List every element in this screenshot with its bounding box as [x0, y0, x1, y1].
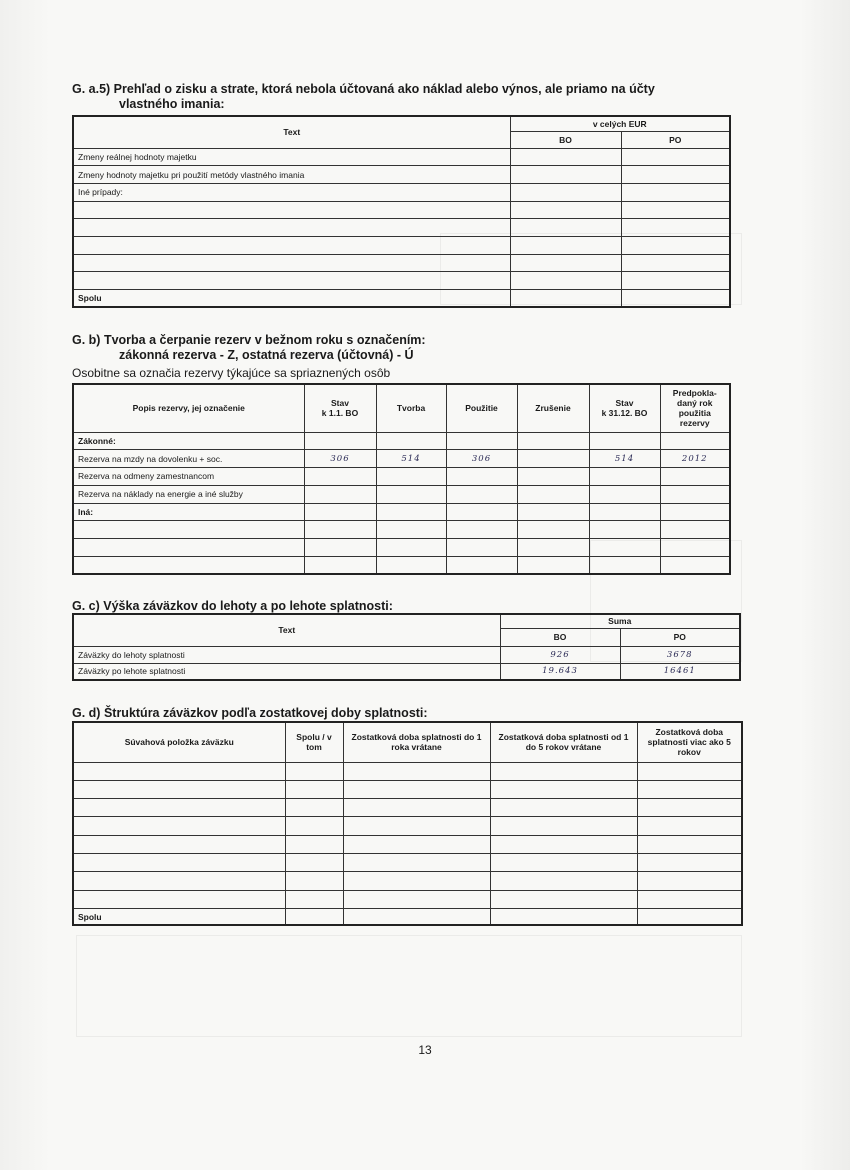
table-row [73, 853, 742, 871]
po-cell [621, 166, 730, 184]
po-cell [621, 183, 730, 201]
stav-start-cell [304, 557, 376, 575]
row-label [73, 219, 510, 237]
stav-start-cell [304, 468, 376, 486]
item-cell [73, 817, 285, 835]
col-header-text: Text [73, 116, 510, 148]
section-d-title: G. d) Štruktúra záväzkov podľa zostatkovej doby splatnosti: [72, 706, 428, 720]
row-label [73, 236, 510, 254]
item-cell [73, 835, 285, 853]
row-label: Iné prípady: [73, 183, 510, 201]
table-row [73, 780, 742, 798]
table-row [73, 219, 730, 237]
po-cell [621, 148, 730, 166]
row-label [73, 254, 510, 272]
pouzitie-cell [446, 485, 517, 503]
table-row [73, 762, 742, 780]
stav-start-bottom: k 1.1. BO [321, 408, 359, 419]
item-cell [73, 780, 285, 798]
pouzitie-cell [446, 557, 517, 575]
pouzitie-cell [446, 468, 517, 486]
col-header-predpokladany-rok: Predpokla- daný rok použitia rezervy [660, 384, 730, 432]
section-a5-heading [72, 82, 744, 112]
spolu-cell [285, 780, 343, 798]
pouzitie-cell [446, 521, 517, 539]
table-row [73, 485, 730, 503]
section-c-title: G. c) Výška záväzkov do lehoty a po lehote splatnosti: [72, 599, 393, 613]
1-az-5-rokov-cell [490, 817, 637, 835]
po-cell [621, 236, 730, 254]
do-1-roka-cell [343, 908, 490, 925]
section-b-title: G. b) Tvorba a čerpanie rezerv v bežnom roku s označením: [72, 333, 426, 347]
do-1-roka-cell [343, 890, 490, 908]
rok-cell [660, 485, 730, 503]
stav-end-cell [589, 557, 660, 575]
table-row [73, 468, 730, 486]
stav-start-cell [304, 521, 376, 539]
reserve-label [73, 557, 304, 575]
section-b-title-line2: zákonná rezerva - Z, ostatná rezerva (účtovná) - Ú [119, 348, 414, 362]
bo-cell [510, 148, 621, 166]
pouzitie-cell [446, 539, 517, 557]
bo-cell [510, 219, 621, 237]
rok-cell [660, 503, 730, 521]
pouzitie-cell [446, 432, 517, 450]
reserve-label: Rezerva na odmeny zamestnancom [73, 468, 304, 486]
1-az-5-rokov-cell [490, 799, 637, 817]
row-label: Zmeny hodnoty majetku pri použití metódy vlastného imania [73, 166, 510, 184]
po-cell [621, 201, 730, 219]
col-header-desc: Popis rezervy, jej označenie [73, 384, 304, 432]
stav-end-cell [589, 468, 660, 486]
col-header-do-1-roka: Zostatková doba splatnosti do 1 roka vrátane [343, 722, 490, 762]
col-header-po: PO [621, 131, 730, 148]
zrusenie-cell [517, 503, 589, 521]
zrusenie-cell [517, 557, 589, 575]
table-row [73, 503, 730, 521]
tvorba-cell [376, 485, 446, 503]
tvorba-cell [376, 539, 446, 557]
item-cell [73, 853, 285, 871]
tvorba-cell: 514 [376, 450, 446, 468]
1-az-5-rokov-cell [490, 762, 637, 780]
viac-ako-5-rokov-cell [637, 780, 742, 798]
section-b-note: Osobitne sa označia rezervy týkajúce sa spriaznených osôb [72, 366, 391, 380]
rok-cell [660, 468, 730, 486]
viac-ako-5-rokov-cell [637, 835, 742, 853]
col-header-stav-end [589, 384, 660, 432]
total-label: Spolu [73, 908, 285, 925]
table-row [73, 872, 742, 890]
stav-end-cell [589, 432, 660, 450]
col-header-1-az-5-rokov: Zostatková doba splatnosti od 1 do 5 rokov vrátane [490, 722, 637, 762]
rok-cell [660, 557, 730, 575]
spolu-cell [285, 799, 343, 817]
table-row [73, 183, 730, 201]
rok-cell [660, 432, 730, 450]
spolu-cell [285, 835, 343, 853]
pouzitie-cell: 306 [446, 450, 517, 468]
stav-end-cell [589, 485, 660, 503]
col-header-item: Súvahová položka záväzku [73, 722, 285, 762]
tvorba-cell [376, 468, 446, 486]
spolu-cell [285, 853, 343, 871]
section-c-table [72, 613, 741, 681]
stav-start-cell: 306 [304, 450, 376, 468]
spolu-cell [285, 817, 343, 835]
table-row [73, 254, 730, 272]
tvorba-cell [376, 557, 446, 575]
liability-label: Záväzky do lehoty splatnosti [73, 646, 500, 663]
do-1-roka-cell [343, 799, 490, 817]
item-cell [73, 762, 285, 780]
liability-label: Záväzky po lehote splatnosti [73, 663, 500, 680]
section-a5-table [72, 115, 731, 308]
col-header-tvorba: Tvorba [376, 384, 446, 432]
rok-cell: 2012 [660, 450, 730, 468]
do-1-roka-cell [343, 835, 490, 853]
stav-start-cell [304, 503, 376, 521]
stav-end-bottom: k 31.12. BO [601, 408, 648, 419]
stav-end-cell [589, 503, 660, 521]
item-cell [73, 872, 285, 890]
stav-end-cell [589, 539, 660, 557]
section-a5-title-line2: vlastného imania: [119, 97, 225, 111]
po-cell [621, 254, 730, 272]
reserve-label: Rezerva na náklady na energie a iné služby [73, 485, 304, 503]
pouzitie-cell [446, 503, 517, 521]
1-az-5-rokov-cell [490, 908, 637, 925]
bo-cell [510, 272, 621, 290]
bo-cell [510, 290, 621, 307]
spolu-cell [285, 872, 343, 890]
item-cell [73, 890, 285, 908]
po-cell [621, 290, 730, 307]
reserve-label: Zákonné: [73, 432, 304, 450]
table-row [73, 272, 730, 290]
table-row [73, 201, 730, 219]
col-header-suma: Suma [500, 614, 740, 628]
reserve-label [73, 521, 304, 539]
col-header-bo: BO [500, 628, 620, 646]
reserve-label [73, 539, 304, 557]
zrusenie-cell [517, 432, 589, 450]
col-header-eur: v celých EUR [510, 116, 730, 131]
stav-start-cell [304, 432, 376, 450]
col-header-pouzitie: Použitie [446, 384, 517, 432]
zrusenie-cell [517, 539, 589, 557]
row-label [73, 201, 510, 219]
viac-ako-5-rokov-cell [637, 853, 742, 871]
section-a5-title: G. a.5) Prehľad o zisku a strate, ktorá nebola účtovaná ako náklad alebo výnos, ale priamo na účty [72, 82, 655, 96]
bo-cell [510, 236, 621, 254]
row-label: Zmeny reálnej hodnoty majetku [73, 148, 510, 166]
bo-cell [510, 166, 621, 184]
viac-ako-5-rokov-cell [637, 762, 742, 780]
section-b-table [72, 383, 731, 575]
spolu-cell [285, 890, 343, 908]
stav-start-cell [304, 485, 376, 503]
col-header-stav-start [304, 384, 376, 432]
do-1-roka-cell [343, 817, 490, 835]
viac-ako-5-rokov-cell [637, 799, 742, 817]
1-az-5-rokov-cell [490, 872, 637, 890]
item-cell [73, 799, 285, 817]
section-d-table [72, 721, 743, 926]
table-row [73, 521, 730, 539]
table-row [73, 817, 742, 835]
1-az-5-rokov-cell [490, 853, 637, 871]
1-az-5-rokov-cell [490, 890, 637, 908]
table-row [73, 835, 742, 853]
total-row [73, 290, 730, 307]
bo-cell: 19.643 [500, 663, 620, 680]
reserve-label: Iná: [73, 503, 304, 521]
col-header-text: Text [73, 614, 500, 646]
tvorba-cell [376, 432, 446, 450]
reserve-label: Rezerva na mzdy na dovolenku + soc. [73, 450, 304, 468]
row-label [73, 272, 510, 290]
table-row [73, 432, 730, 450]
viac-ako-5-rokov-cell [637, 817, 742, 835]
po-cell [621, 219, 730, 237]
col-header-bo: BO [510, 131, 621, 148]
viac-ako-5-rokov-cell [637, 872, 742, 890]
table-row [73, 450, 730, 468]
1-az-5-rokov-cell [490, 780, 637, 798]
total-label: Spolu [73, 290, 510, 307]
table-row [73, 799, 742, 817]
table-row [73, 663, 740, 680]
zrusenie-cell [517, 485, 589, 503]
stav-end-top: Stav [615, 398, 634, 409]
page-number: 13 [418, 1043, 432, 1057]
zrusenie-cell [517, 468, 589, 486]
col-header-zrusenie: Zrušenie [517, 384, 589, 432]
bleed-through-table [76, 935, 742, 1037]
bo-cell [510, 254, 621, 272]
col-header-spolu: Spolu / v tom [285, 722, 343, 762]
spolu-cell [285, 762, 343, 780]
total-row [73, 908, 742, 925]
table-row [73, 166, 730, 184]
bo-cell [510, 183, 621, 201]
do-1-roka-cell [343, 780, 490, 798]
1-az-5-rokov-cell [490, 835, 637, 853]
po-cell [621, 272, 730, 290]
po-cell: 16461 [620, 663, 740, 680]
stav-start-top: Stav [331, 398, 349, 409]
zrusenie-cell [517, 521, 589, 539]
bo-cell [510, 201, 621, 219]
zrusenie-cell [517, 450, 589, 468]
viac-ako-5-rokov-cell [637, 890, 742, 908]
viac-ako-5-rokov-cell [637, 908, 742, 925]
do-1-roka-cell [343, 762, 490, 780]
section-b-heading [72, 333, 744, 363]
po-cell: 3678 [620, 646, 740, 663]
table-row [73, 890, 742, 908]
stav-end-cell: 514 [589, 450, 660, 468]
col-header-viac-ako-5-rokov: Zostatková doba splatnosti viac ako 5 rokov [637, 722, 742, 762]
table-row [73, 557, 730, 575]
rok-cell [660, 521, 730, 539]
tvorba-cell [376, 521, 446, 539]
do-1-roka-cell [343, 872, 490, 890]
stav-start-cell [304, 539, 376, 557]
table-row [73, 148, 730, 166]
table-row [73, 236, 730, 254]
do-1-roka-cell [343, 853, 490, 871]
stav-end-cell [589, 521, 660, 539]
col-header-po: PO [620, 628, 740, 646]
rok-cell [660, 539, 730, 557]
bo-cell: 926 [500, 646, 620, 663]
spolu-cell [285, 908, 343, 925]
tvorba-cell [376, 503, 446, 521]
table-row [73, 539, 730, 557]
table-row [73, 646, 740, 663]
